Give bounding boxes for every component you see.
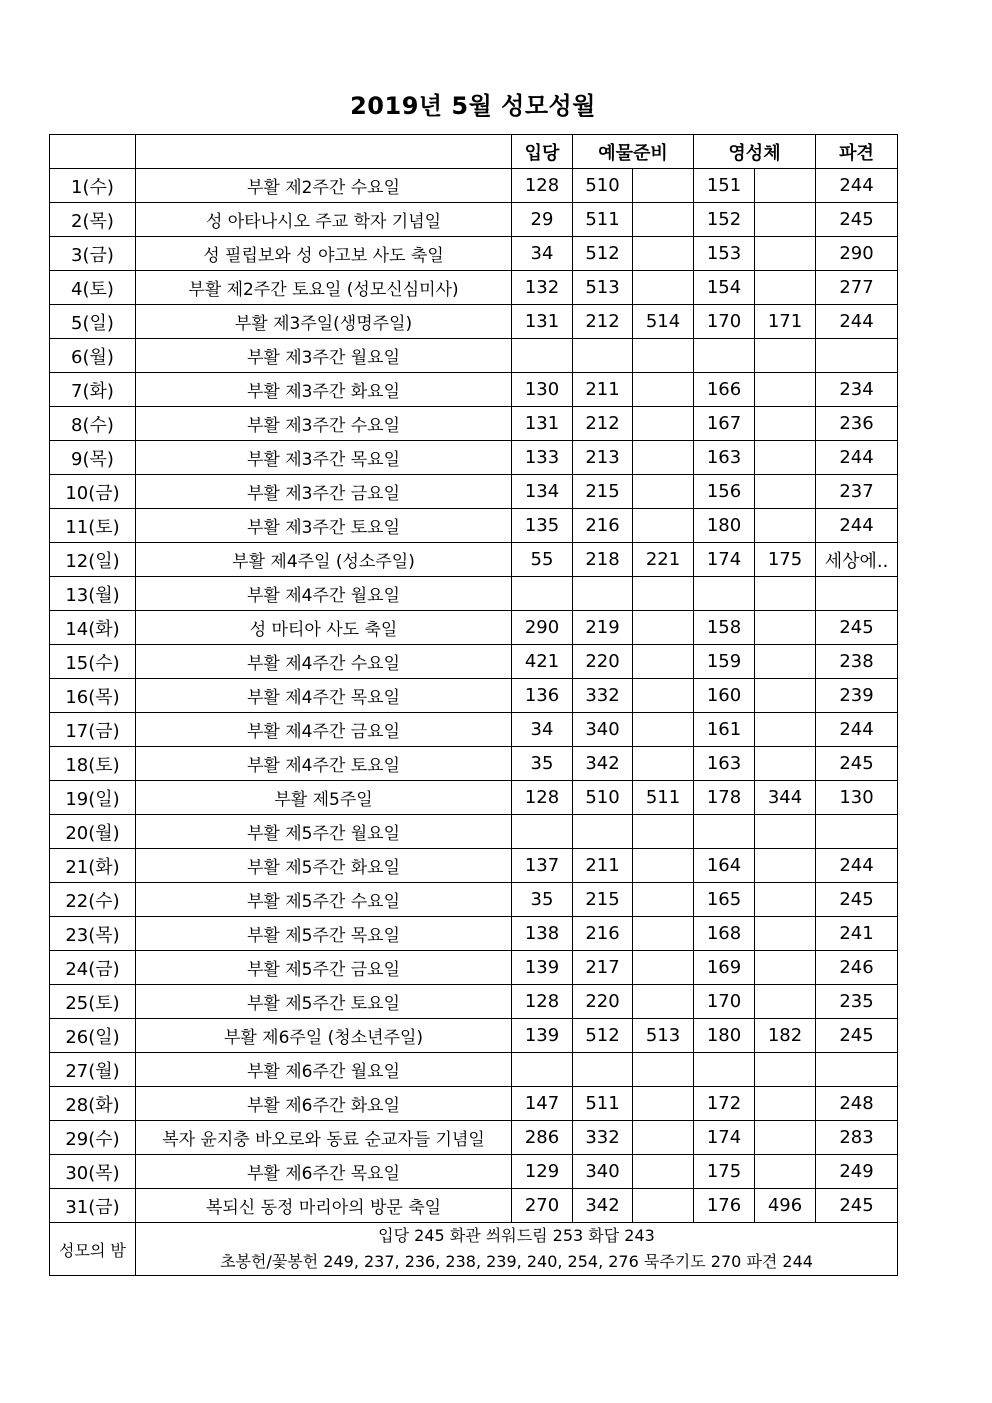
date-cell: 28(화) [50, 1087, 136, 1121]
header-row [50, 135, 898, 169]
communion-hymn-2-cell [755, 611, 816, 645]
date-cell: 4(토) [50, 271, 136, 305]
date-cell: 24(금) [50, 951, 136, 985]
dismissal-hymn-cell: 245 [816, 611, 898, 645]
offertory-hymn-1-cell: 212 [573, 407, 633, 441]
event-cell: 부활 제4주일 (성소주일) [136, 543, 512, 577]
communion-hymn-2-cell [755, 951, 816, 985]
date-cell: 23(목) [50, 917, 136, 951]
dismissal-hymn-cell: 244 [816, 441, 898, 475]
offertory-hymn-2-cell [633, 815, 694, 849]
table-row [50, 815, 898, 849]
dismissal-hymn-cell: 245 [816, 883, 898, 917]
footer-text [136, 1223, 898, 1276]
date-cell: 20(월) [50, 815, 136, 849]
entrance-hymn-cell: 139 [512, 1019, 573, 1053]
communion-hymn-2-cell [755, 441, 816, 475]
event-cell: 부활 제3주간 월요일 [136, 339, 512, 373]
table-row [50, 645, 898, 679]
communion-hymn-1-cell: 168 [694, 917, 755, 951]
offertory-hymn-1-cell: 215 [573, 475, 633, 509]
communion-hymn-1-cell: 163 [694, 747, 755, 781]
page-title: 2019년 5월 성모성월 [350, 92, 596, 120]
offertory-hymn-2-cell [633, 917, 694, 951]
offertory-hymn-2-cell [633, 713, 694, 747]
dismissal-hymn-cell: 246 [816, 951, 898, 985]
offertory-hymn-2-cell [633, 271, 694, 305]
event-cell: 복자 윤지충 바오로와 동료 순교자들 기념일 [136, 1121, 512, 1155]
entrance-hymn-cell: 35 [512, 883, 573, 917]
entrance-hymn-cell [512, 577, 573, 611]
table-row [50, 271, 898, 305]
offertory-hymn-1-cell: 332 [573, 1121, 633, 1155]
dismissal-hymn-cell [816, 577, 898, 611]
dismissal-hymn-cell: 239 [816, 679, 898, 713]
offertory-hymn-2-cell [633, 577, 694, 611]
dismissal-hymn-cell: 244 [816, 305, 898, 339]
date-cell: 27(월) [50, 1053, 136, 1087]
entrance-hymn-cell [512, 815, 573, 849]
offertory-hymn-1-cell [573, 1053, 633, 1087]
communion-hymn-2-cell: 344 [755, 781, 816, 815]
offertory-hymn-1-cell: 220 [573, 985, 633, 1019]
dismissal-hymn-cell: 244 [816, 509, 898, 543]
offertory-hymn-2-cell [633, 883, 694, 917]
header-event [136, 135, 512, 169]
date-cell: 30(목) [50, 1155, 136, 1189]
date-cell: 10(금) [50, 475, 136, 509]
entrance-hymn-cell: 131 [512, 305, 573, 339]
offertory-hymn-2-cell [633, 951, 694, 985]
header-dismissal: 파견 [816, 135, 898, 169]
offertory-hymn-1-cell: 342 [573, 1189, 633, 1223]
offertory-hymn-2-cell [633, 679, 694, 713]
event-cell: 부활 제5주간 금요일 [136, 951, 512, 985]
entrance-hymn-cell: 34 [512, 237, 573, 271]
date-cell: 6(월) [50, 339, 136, 373]
dismissal-hymn-cell: 234 [816, 373, 898, 407]
table-row [50, 1019, 898, 1053]
event-cell: 부활 제5주간 화요일 [136, 849, 512, 883]
communion-hymn-2-cell [755, 679, 816, 713]
event-cell: 부활 제6주간 월요일 [136, 1053, 512, 1087]
communion-hymn-2-cell [755, 1053, 816, 1087]
offertory-hymn-1-cell: 510 [573, 169, 633, 203]
event-cell: 부활 제4주간 금요일 [136, 713, 512, 747]
entrance-hymn-cell: 286 [512, 1121, 573, 1155]
event-cell: 부활 제5주간 수요일 [136, 883, 512, 917]
offertory-hymn-1-cell: 217 [573, 951, 633, 985]
offertory-hymn-2-cell [633, 169, 694, 203]
offertory-hymn-1-cell: 216 [573, 917, 633, 951]
communion-hymn-1-cell: 170 [694, 305, 755, 339]
event-cell: 부활 제3주간 화요일 [136, 373, 512, 407]
date-cell: 26(일) [50, 1019, 136, 1053]
communion-hymn-2-cell [755, 985, 816, 1019]
offertory-hymn-2-cell: 513 [633, 1019, 694, 1053]
date-cell: 13(월) [50, 577, 136, 611]
date-cell: 25(토) [50, 985, 136, 1019]
communion-hymn-2-cell: 182 [755, 1019, 816, 1053]
event-cell: 성 아타나시오 주교 학자 기념일 [136, 203, 512, 237]
offertory-hymn-2-cell [633, 747, 694, 781]
offertory-hymn-2-cell [633, 985, 694, 1019]
communion-hymn-1-cell: 180 [694, 1019, 755, 1053]
event-cell: 부활 제5주일 [136, 781, 512, 815]
offertory-hymn-2-cell [633, 611, 694, 645]
communion-hymn-1-cell: 172 [694, 1087, 755, 1121]
offertory-hymn-2-cell [633, 509, 694, 543]
dismissal-hymn-cell: 277 [816, 271, 898, 305]
communion-hymn-2-cell [755, 577, 816, 611]
dismissal-hymn-cell: 238 [816, 645, 898, 679]
offertory-hymn-1-cell: 212 [573, 305, 633, 339]
dismissal-hymn-cell [816, 339, 898, 373]
communion-hymn-1-cell: 180 [694, 509, 755, 543]
entrance-hymn-cell: 421 [512, 645, 573, 679]
table-row [50, 577, 898, 611]
offertory-hymn-1-cell: 512 [573, 1019, 633, 1053]
dismissal-hymn-cell: 245 [816, 747, 898, 781]
event-cell: 부활 제5주간 목요일 [136, 917, 512, 951]
communion-hymn-2-cell [755, 713, 816, 747]
dismissal-hymn-cell: 236 [816, 407, 898, 441]
communion-hymn-2-cell: 175 [755, 543, 816, 577]
table-row [50, 237, 898, 271]
table-row [50, 781, 898, 815]
offertory-hymn-1-cell: 218 [573, 543, 633, 577]
entrance-hymn-cell: 135 [512, 509, 573, 543]
offertory-hymn-2-cell [633, 441, 694, 475]
offertory-hymn-1-cell: 332 [573, 679, 633, 713]
event-cell: 부활 제2주간 수요일 [136, 169, 512, 203]
communion-hymn-1-cell: 178 [694, 781, 755, 815]
offertory-hymn-2-cell [633, 1087, 694, 1121]
table-row [50, 917, 898, 951]
entrance-hymn-cell: 290 [512, 611, 573, 645]
offertory-hymn-1-cell: 215 [573, 883, 633, 917]
table-row [50, 1087, 898, 1121]
communion-hymn-2-cell [755, 849, 816, 883]
date-cell: 8(수) [50, 407, 136, 441]
event-cell: 부활 제4주간 토요일 [136, 747, 512, 781]
entrance-hymn-cell: 131 [512, 407, 573, 441]
communion-hymn-2-cell: 171 [755, 305, 816, 339]
table-row [50, 883, 898, 917]
entrance-hymn-cell: 270 [512, 1189, 573, 1223]
communion-hymn-2-cell [755, 883, 816, 917]
communion-hymn-1-cell: 169 [694, 951, 755, 985]
table-row [50, 849, 898, 883]
entrance-hymn-cell: 34 [512, 713, 573, 747]
offertory-hymn-1-cell: 211 [573, 373, 633, 407]
footer-row [50, 1223, 898, 1276]
date-cell: 11(토) [50, 509, 136, 543]
footer-line-1: 입당 245 화관 씌워드림 253 화답 243 [378, 1226, 655, 1245]
offertory-hymn-1-cell: 511 [573, 203, 633, 237]
entrance-hymn-cell: 128 [512, 781, 573, 815]
dismissal-hymn-cell: 283 [816, 1121, 898, 1155]
offertory-hymn-1-cell: 213 [573, 441, 633, 475]
offertory-hymn-2-cell [633, 407, 694, 441]
event-cell: 부활 제2주간 토요일 (성모신심미사) [136, 271, 512, 305]
date-cell: 9(목) [50, 441, 136, 475]
entrance-hymn-cell: 138 [512, 917, 573, 951]
date-cell: 31(금) [50, 1189, 136, 1223]
entrance-hymn-cell: 35 [512, 747, 573, 781]
event-cell: 성 마티아 사도 축일 [136, 611, 512, 645]
communion-hymn-1-cell: 170 [694, 985, 755, 1019]
table-row [50, 1053, 898, 1087]
communion-hymn-1-cell: 156 [694, 475, 755, 509]
communion-hymn-1-cell: 166 [694, 373, 755, 407]
communion-hymn-1-cell: 152 [694, 203, 755, 237]
offertory-hymn-2-cell [633, 645, 694, 679]
communion-hymn-2-cell [755, 1121, 816, 1155]
date-cell: 15(수) [50, 645, 136, 679]
event-cell: 부활 제6주일 (청소년주일) [136, 1019, 512, 1053]
offertory-hymn-2-cell [633, 849, 694, 883]
date-cell: 2(목) [50, 203, 136, 237]
date-cell: 1(수) [50, 169, 136, 203]
entrance-hymn-cell: 129 [512, 1155, 573, 1189]
table-row [50, 1155, 898, 1189]
event-cell: 부활 제3주간 토요일 [136, 509, 512, 543]
table-row [50, 373, 898, 407]
header-offertory: 예물준비 [573, 135, 694, 169]
event-cell: 부활 제3주일(생명주일) [136, 305, 512, 339]
footer-label: 성모의 밤 [50, 1223, 136, 1276]
table-row [50, 543, 898, 577]
dismissal-hymn-cell: 245 [816, 203, 898, 237]
communion-hymn-1-cell: 174 [694, 1121, 755, 1155]
entrance-hymn-cell: 137 [512, 849, 573, 883]
dismissal-hymn-cell: 241 [816, 917, 898, 951]
entrance-hymn-cell: 134 [512, 475, 573, 509]
communion-hymn-1-cell: 151 [694, 169, 755, 203]
event-cell: 부활 제3주간 목요일 [136, 441, 512, 475]
offertory-hymn-1-cell [573, 339, 633, 373]
date-cell: 5(일) [50, 305, 136, 339]
communion-hymn-1-cell: 159 [694, 645, 755, 679]
event-cell: 복되신 동정 마리아의 방문 축일 [136, 1189, 512, 1223]
event-cell: 부활 제6주간 목요일 [136, 1155, 512, 1189]
entrance-hymn-cell: 55 [512, 543, 573, 577]
table-row [50, 441, 898, 475]
communion-hymn-2-cell: 496 [755, 1189, 816, 1223]
offertory-hymn-1-cell: 510 [573, 781, 633, 815]
dismissal-hymn-cell: 244 [816, 849, 898, 883]
event-cell: 부활 제3주간 금요일 [136, 475, 512, 509]
communion-hymn-2-cell [755, 1087, 816, 1121]
offertory-hymn-1-cell [573, 577, 633, 611]
communion-hymn-2-cell [755, 237, 816, 271]
event-cell: 부활 제4주간 월요일 [136, 577, 512, 611]
header-date [50, 135, 136, 169]
event-cell: 부활 제3주간 수요일 [136, 407, 512, 441]
offertory-hymn-1-cell: 211 [573, 849, 633, 883]
table-row [50, 169, 898, 203]
date-cell: 29(수) [50, 1121, 136, 1155]
dismissal-hymn-cell: 237 [816, 475, 898, 509]
table-row [50, 1189, 898, 1223]
offertory-hymn-2-cell [633, 1121, 694, 1155]
date-cell: 17(금) [50, 713, 136, 747]
date-cell: 19(일) [50, 781, 136, 815]
communion-hymn-2-cell [755, 509, 816, 543]
entrance-hymn-cell: 147 [512, 1087, 573, 1121]
entrance-hymn-cell: 136 [512, 679, 573, 713]
date-cell: 3(금) [50, 237, 136, 271]
date-cell: 18(토) [50, 747, 136, 781]
offertory-hymn-1-cell: 216 [573, 509, 633, 543]
communion-hymn-1-cell: 167 [694, 407, 755, 441]
communion-hymn-2-cell [755, 373, 816, 407]
communion-hymn-2-cell [755, 169, 816, 203]
entrance-hymn-cell: 132 [512, 271, 573, 305]
date-cell: 16(목) [50, 679, 136, 713]
table-row [50, 475, 898, 509]
offertory-hymn-2-cell: 221 [633, 543, 694, 577]
communion-hymn-1-cell: 163 [694, 441, 755, 475]
event-cell: 성 필립보와 성 야고보 사도 축일 [136, 237, 512, 271]
table-row [50, 509, 898, 543]
table-row [50, 203, 898, 237]
communion-hymn-1-cell [694, 1053, 755, 1087]
date-cell: 22(수) [50, 883, 136, 917]
footer-line-2: 초봉헌/꽃봉헌 249, 237, 236, 238, 239, 240, 254, 276 묵주기도 270 파견 244 [220, 1252, 813, 1271]
communion-hymn-1-cell: 176 [694, 1189, 755, 1223]
offertory-hymn-1-cell: 512 [573, 237, 633, 271]
communion-hymn-1-cell: 154 [694, 271, 755, 305]
dismissal-hymn-cell: 235 [816, 985, 898, 1019]
date-cell: 12(일) [50, 543, 136, 577]
table-row [50, 305, 898, 339]
dismissal-hymn-cell: 245 [816, 1019, 898, 1053]
schedule-rows [50, 169, 898, 1223]
communion-hymn-1-cell [694, 815, 755, 849]
dismissal-hymn-cell: 130 [816, 781, 898, 815]
offertory-hymn-2-cell [633, 373, 694, 407]
event-cell: 부활 제4주간 수요일 [136, 645, 512, 679]
communion-hymn-1-cell: 158 [694, 611, 755, 645]
communion-hymn-1-cell: 153 [694, 237, 755, 271]
dismissal-hymn-cell [816, 1053, 898, 1087]
communion-hymn-1-cell: 165 [694, 883, 755, 917]
entrance-hymn-cell: 128 [512, 169, 573, 203]
date-cell: 7(화) [50, 373, 136, 407]
header-communion: 영성체 [694, 135, 816, 169]
offertory-hymn-2-cell [633, 475, 694, 509]
offertory-hymn-2-cell [633, 203, 694, 237]
entrance-hymn-cell: 130 [512, 373, 573, 407]
communion-hymn-2-cell [755, 1155, 816, 1189]
event-cell: 부활 제6주간 화요일 [136, 1087, 512, 1121]
communion-hymn-2-cell [755, 339, 816, 373]
table-row [50, 611, 898, 645]
dismissal-hymn-cell [816, 815, 898, 849]
communion-hymn-2-cell [755, 271, 816, 305]
dismissal-hymn-cell: 244 [816, 713, 898, 747]
dismissal-hymn-cell: 245 [816, 1189, 898, 1223]
offertory-hymn-2-cell: 514 [633, 305, 694, 339]
offertory-hymn-1-cell: 342 [573, 747, 633, 781]
offertory-hymn-2-cell [633, 339, 694, 373]
event-cell: 부활 제4주간 목요일 [136, 679, 512, 713]
table-row [50, 713, 898, 747]
communion-hymn-1-cell: 160 [694, 679, 755, 713]
offertory-hymn-1-cell: 219 [573, 611, 633, 645]
date-cell: 14(화) [50, 611, 136, 645]
communion-hymn-1-cell [694, 339, 755, 373]
communion-hymn-2-cell [755, 917, 816, 951]
mass-hymn-schedule-table [49, 134, 898, 1276]
entrance-hymn-cell: 133 [512, 441, 573, 475]
table-row [50, 679, 898, 713]
offertory-hymn-1-cell: 511 [573, 1087, 633, 1121]
event-cell: 부활 제5주간 토요일 [136, 985, 512, 1019]
offertory-hymn-1-cell [573, 815, 633, 849]
dismissal-hymn-cell: 249 [816, 1155, 898, 1189]
table-row [50, 985, 898, 1019]
date-cell: 21(화) [50, 849, 136, 883]
offertory-hymn-1-cell: 340 [573, 1155, 633, 1189]
dismissal-hymn-cell: 248 [816, 1087, 898, 1121]
offertory-hymn-2-cell [633, 237, 694, 271]
dismissal-hymn-cell: 244 [816, 169, 898, 203]
entrance-hymn-cell [512, 1053, 573, 1087]
header-entrance: 입당 [512, 135, 573, 169]
communion-hymn-2-cell [755, 645, 816, 679]
table-row [50, 1121, 898, 1155]
entrance-hymn-cell [512, 339, 573, 373]
table-row [50, 407, 898, 441]
communion-hymn-1-cell: 161 [694, 713, 755, 747]
offertory-hymn-2-cell [633, 1155, 694, 1189]
communion-hymn-2-cell [755, 475, 816, 509]
communion-hymn-2-cell [755, 407, 816, 441]
table-row [50, 747, 898, 781]
entrance-hymn-cell: 139 [512, 951, 573, 985]
entrance-hymn-cell: 128 [512, 985, 573, 1019]
offertory-hymn-2-cell [633, 1053, 694, 1087]
communion-hymn-1-cell: 164 [694, 849, 755, 883]
communion-hymn-1-cell [694, 577, 755, 611]
offertory-hymn-2-cell: 511 [633, 781, 694, 815]
communion-hymn-2-cell [755, 747, 816, 781]
dismissal-hymn-cell: 세상에.. [816, 543, 898, 577]
table-row [50, 951, 898, 985]
communion-hymn-2-cell [755, 815, 816, 849]
dismissal-hymn-cell: 290 [816, 237, 898, 271]
offertory-hymn-1-cell: 513 [573, 271, 633, 305]
offertory-hymn-1-cell: 340 [573, 713, 633, 747]
communion-hymn-2-cell [755, 203, 816, 237]
offertory-hymn-2-cell [633, 1189, 694, 1223]
event-cell: 부활 제5주간 월요일 [136, 815, 512, 849]
offertory-hymn-1-cell: 220 [573, 645, 633, 679]
communion-hymn-1-cell: 175 [694, 1155, 755, 1189]
table-row [50, 339, 898, 373]
communion-hymn-1-cell: 174 [694, 543, 755, 577]
entrance-hymn-cell: 29 [512, 203, 573, 237]
